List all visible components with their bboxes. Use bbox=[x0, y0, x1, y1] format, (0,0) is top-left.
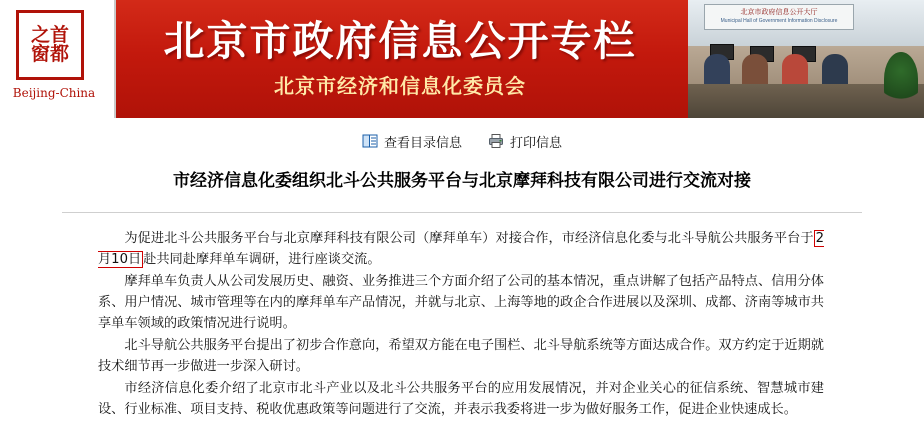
catalog-icon bbox=[362, 133, 378, 149]
logo-char-3: 窗 bbox=[30, 43, 50, 65]
article-body bbox=[98, 228, 824, 421]
paragraph-1-text-before: 为促进北斗公共服务平台与北京摩拜科技有限公司（摩拜单车）对接合作，市经济信息化委与北斗导航公共服务平台于 bbox=[124, 231, 814, 246]
paragraph-1-text-after: 赴共同赴摩拜单车调研，进行座谈交流。 bbox=[143, 252, 381, 267]
date-highlight: 2月10日 bbox=[98, 231, 824, 267]
photo-signboard-en: Municipal Hall of Government Information Disclosure bbox=[720, 18, 838, 24]
title-divider bbox=[62, 212, 862, 213]
printer-icon bbox=[488, 133, 504, 149]
logo-subtitle: Beijing-China bbox=[12, 86, 96, 100]
view-catalog-link[interactable] bbox=[362, 132, 462, 151]
photo-signboard bbox=[704, 4, 854, 30]
photo-person-2 bbox=[742, 54, 768, 88]
site-banner bbox=[0, 0, 924, 118]
article-paragraph-3: 北斗导航公共服务平台提出了初步合作意向，希望双方能在电子围栏、北斗导航系统等方面达成合作。双方约定于近期就技术细节再一步做进一步深入研讨。 bbox=[98, 338, 824, 374]
article-paragraph-2: 摩拜单车负责人从公司发展历史、融资、业务推进三个方面介绍了公司的基本情况，重点讲解了包括产品特点、信用分体系、用户情况、城市管理等在内的摩拜单车产品情况，并就与北京、上海等地的政企合作进展以及深圳、成都、济南等城市共享单车领域的政策情况进行说明。 bbox=[98, 274, 824, 331]
article-toolbar bbox=[0, 118, 924, 164]
photo-person-1 bbox=[704, 54, 730, 88]
photo-person-4 bbox=[822, 54, 848, 88]
logo-panel bbox=[0, 0, 116, 118]
beijing-window-logo bbox=[16, 10, 84, 80]
photo-signboard-cn: 北京市政府信息公开大厅 bbox=[740, 9, 818, 16]
photo-person-3 bbox=[782, 54, 808, 88]
banner-subtitle: 北京市经济和信息化委员会 bbox=[274, 74, 526, 98]
logo-char-2: 首 bbox=[50, 24, 70, 46]
print-label: 打印信息 bbox=[510, 134, 563, 150]
logo-char-4: 都 bbox=[50, 43, 70, 65]
article-paragraph-1 bbox=[98, 228, 824, 270]
view-catalog-label: 查看目录信息 bbox=[383, 134, 462, 150]
logo-char-1: 之 bbox=[30, 24, 50, 46]
photo-plant bbox=[884, 52, 918, 106]
article-title: 市经济信息化委组织北斗公共服务平台与北京摩拜科技有限公司进行交流对接 bbox=[173, 171, 751, 191]
banner-title: 北京市政府信息公开专栏 bbox=[163, 17, 637, 65]
article-paragraph-4: 市经济信息化委介绍了北京市北斗产业以及北斗公共服务平台的应用发展情况，并对企业关心的征信系统、智慧城市建设、行业标准、项目支持、税收优惠政策等问题进行了交流，并表示我委将进一步为做好服务工作，促进企业快速成长。 bbox=[98, 381, 824, 417]
banner-photo bbox=[688, 0, 924, 118]
print-link[interactable] bbox=[488, 132, 562, 151]
